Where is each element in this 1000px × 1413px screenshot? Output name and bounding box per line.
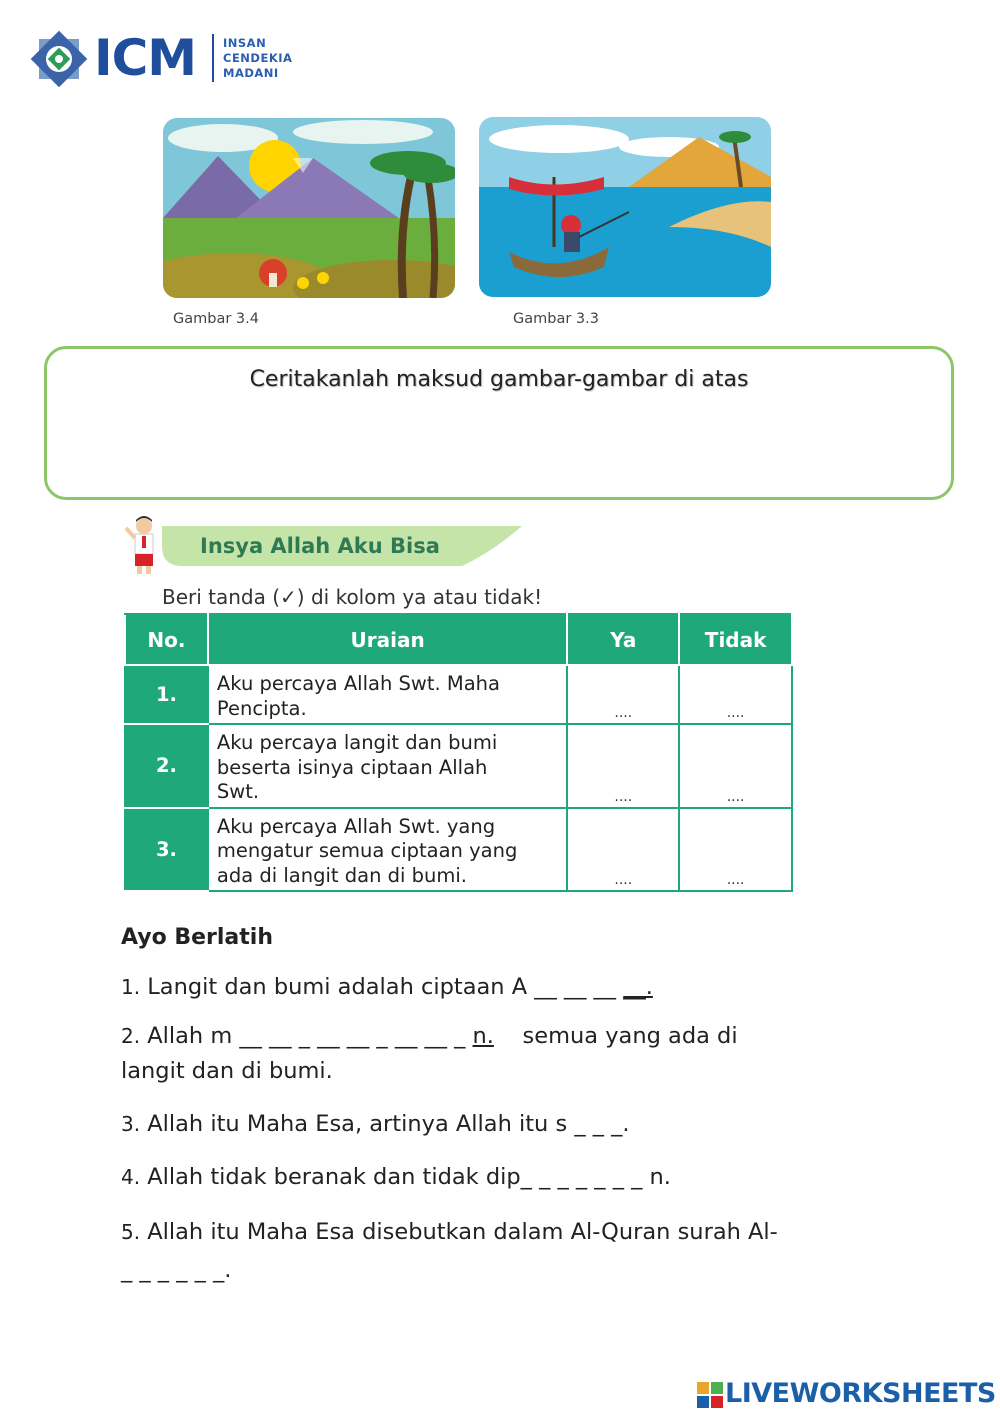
question-text[interactable]: Allah m __ __ _ __ __ _ __ __ _ [140, 1023, 473, 1049]
row-number: 1. [125, 665, 208, 724]
picture-caption-right: Gambar 3.3 [513, 311, 599, 327]
logo-line-1: INSAN [223, 36, 267, 50]
liveworksheets-text: LIVEWORKSHEETS [725, 1378, 996, 1409]
answer-blank[interactable]: __. [623, 974, 653, 1000]
mountain-picture [163, 118, 455, 298]
row-description [208, 665, 567, 724]
liveworksheets-icon [697, 1382, 723, 1408]
exercise-title: Ayo Berlatih [121, 925, 274, 950]
story-prompt: Ceritakanlah maksud gambar-gambar di atas [249, 367, 749, 392]
header-ya: Ya [567, 614, 679, 665]
header-uraian: Uraian [208, 614, 567, 665]
ya-answer-cell[interactable]: .... [567, 665, 679, 724]
question-text: Langit dan bumi adalah ciptaan A __ __ __ [140, 974, 624, 1000]
question-1 [121, 970, 881, 1005]
question-text: Allah itu Maha Esa disebutkan dalam Al-Quran surah Al- [140, 1219, 778, 1245]
row-desc-line: Pencipta. [216, 696, 307, 720]
answer-blank[interactable]: n. [472, 1023, 494, 1049]
table-row [125, 724, 792, 808]
question-text[interactable]: Allah tidak beranak dan tidak dip_ _ _ _ _ _ _ n. [140, 1164, 671, 1190]
star-emblem-icon [30, 30, 88, 88]
question-2 [121, 1019, 881, 1089]
student-figure-icon [118, 514, 162, 576]
logo-line-3: MADANI [223, 66, 279, 80]
question-number: 1. [121, 975, 141, 999]
answer-blank[interactable]: _ _ _ _ _ _. [121, 1257, 232, 1283]
header-no: No. [125, 614, 208, 665]
logo-divider [212, 34, 214, 82]
question-text[interactable]: Allah itu Maha Esa, artinya Allah itu s _ _ _. [140, 1111, 630, 1137]
question-3 [121, 1107, 881, 1142]
row-description [208, 724, 567, 808]
row-number: 2. [125, 724, 208, 808]
row-desc-line: ada di langit dan di bumi. [216, 863, 467, 887]
question-text-line2: langit dan di bumi. [121, 1058, 333, 1084]
tidak-answer-cell[interactable]: .... [679, 808, 792, 892]
school-logo [30, 28, 300, 90]
table-row [125, 808, 792, 892]
question-text-rest: semua yang ada di [493, 1023, 738, 1049]
table-instruction: Beri tanda (✓) di kolom ya atau tidak! [162, 585, 543, 609]
question-number: 3. [121, 1112, 141, 1136]
logo-brand: ICM [94, 29, 197, 87]
liveworksheets-logo [697, 1376, 995, 1412]
row-desc-line: Swt. [216, 780, 260, 803]
row-desc-line: Aku percaya Allah Swt. Maha [216, 672, 500, 695]
ya-answer-cell[interactable]: .... [567, 808, 679, 892]
question-number: 2. [121, 1024, 141, 1048]
row-desc-line: mengatur semua ciptaan yang [216, 839, 518, 862]
sea-boat-picture [479, 117, 771, 297]
section-title: Insya Allah Aku Bisa [200, 534, 440, 558]
row-desc-line: Aku percaya langit dan bumi [216, 731, 498, 754]
logo-subtitle [223, 36, 292, 81]
row-number: 3. [125, 808, 208, 892]
tidak-answer-cell[interactable]: .... [679, 724, 792, 808]
row-description [208, 808, 567, 892]
row-desc-line: beserta isinya ciptaan Allah [216, 755, 488, 779]
row-desc-line: Aku percaya Allah Swt. yang [216, 814, 496, 838]
question-4 [121, 1160, 881, 1195]
section-header [118, 514, 528, 578]
logo-line-2: CENDEKIA [223, 51, 293, 65]
ya-answer-cell[interactable]: .... [567, 724, 679, 808]
picture-caption-left: Gambar 3.4 [173, 311, 259, 327]
tidak-answer-cell[interactable]: .... [679, 665, 792, 724]
question-number: 5. [121, 1220, 141, 1244]
question-number: 4. [121, 1165, 141, 1189]
header-tidak: Tidak [679, 614, 792, 665]
checklist-table [124, 613, 793, 892]
story-answer-box[interactable] [44, 346, 954, 500]
question-5 [121, 1213, 881, 1289]
table-row [125, 665, 792, 724]
